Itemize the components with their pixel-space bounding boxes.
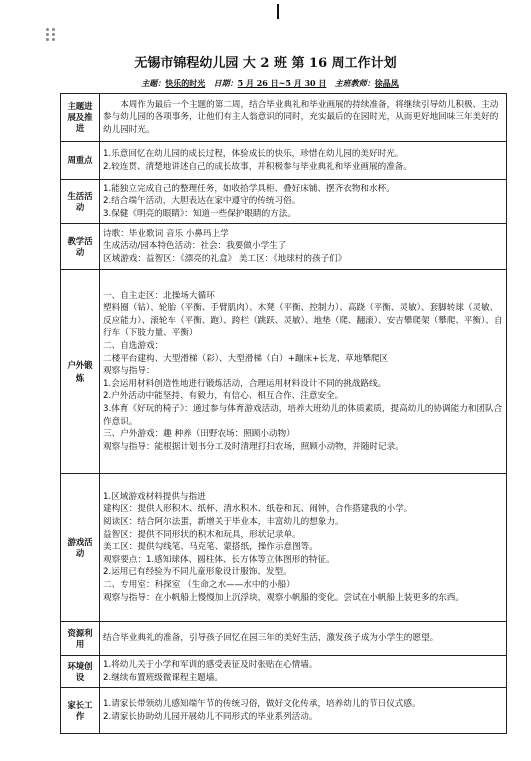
row-label-theme-progress: 主题进展及推进	[61, 94, 100, 142]
teacher-value: 徐晶凤	[374, 78, 399, 88]
content-line: 本周作为最后一个主题的第二周，结合毕业典礼和毕业画展的持续准备，将继续引导幼儿积极、主动参与幼儿园的各项事务，让他们有主人翁意识的同时，充实最后的在园时光，从而更好地回味三年美好的幼儿园时光。	[103, 99, 499, 135]
table-row	[61, 142, 507, 180]
row-content-teaching[interactable]	[100, 224, 507, 270]
table-row	[61, 622, 507, 656]
table-row	[61, 224, 507, 270]
row-label-teaching: 教学活动	[61, 224, 100, 270]
table-row	[61, 270, 507, 474]
weekly-plan-table	[60, 93, 507, 734]
content-line: 2.继续布置班级微课程主题墙。	[103, 672, 223, 683]
table-row	[61, 180, 507, 224]
content-line: 3.保健《明亮的眼睛》：知道一些保护眼睛的方法。	[103, 208, 296, 219]
content-line: 建构区：提供人形积木、纸杯、清水积木、纸卷和瓦、闹钟，合作搭建我的小学。	[103, 504, 413, 515]
content-line: 益智区：提供不同形状的积木和玩具，形状记录单。	[103, 529, 301, 540]
row-content-environment[interactable]	[100, 656, 507, 688]
text-cursor	[277, 4, 279, 19]
content-line: 1.请家长带领幼儿感知端午节的传统习俗，做好文化传承，培养幼儿的节日仪式感。	[103, 698, 421, 709]
row-content-parents[interactable]	[100, 688, 507, 734]
content-line: 1.将幼儿关于小学和军训的感受表征及时张贴在心情墙。	[103, 659, 318, 670]
row-content-games[interactable]	[100, 474, 507, 622]
content-line: 生成活动/园本特色活动：社会：我要做小学生了	[103, 241, 287, 252]
content-line: 2.较连贯、清楚地讲述自己的成长故事，并积极参与毕业典礼和毕业画展的准备。	[103, 161, 412, 172]
row-content-theme-progress[interactable]	[100, 94, 507, 142]
table-row	[61, 474, 507, 622]
content-line: 观察与指导：能根据计划书分工及时清理打扫农场，照顾小动物，并随时记录。	[103, 441, 404, 452]
table-row	[61, 656, 507, 688]
plan-meta	[60, 78, 480, 89]
content-line: 2.户外活动中能坚持、有毅力，有信心、相互合作、注意安全。	[103, 391, 344, 402]
theme-value: 快乐的时光	[165, 78, 206, 88]
row-label-environment: 环境创设	[61, 656, 100, 688]
content-line: 二、自选游戏：	[103, 341, 164, 352]
row-content-daily-life[interactable]	[100, 180, 507, 224]
drag-handle-icon[interactable]	[46, 28, 56, 42]
teacher-label: 主班教师：	[334, 78, 375, 88]
content-line: 1.会运用材料创造性地进行锻炼活动，合理运用材料设计不同的挑战路线。	[103, 378, 387, 389]
content-line: 3.体育《好玩的椅子》：通过参与体育游戏活动，培养大班幼儿的体质素质，提高幼儿的协调能力和团队合作意识。	[103, 403, 503, 427]
row-content-weekly-focus[interactable]	[100, 142, 507, 180]
table-row	[61, 688, 507, 734]
date-value: 5 月 26 日~5 月 30 日	[237, 78, 327, 88]
content-line: 1.能独立完成自己的整理任务，如收拾学具柜、叠好床铺、摆齐衣物和水杯。	[103, 183, 395, 194]
row-label-parents: 家长工作	[61, 688, 100, 734]
content-line: 2.结合端午活动，大胆表达在家中遵守的传统习俗。	[103, 196, 301, 207]
content-line: 观察与指导：在小帆船上慢慢加上沉浮块，观察小帆船的变化。尝试在小帆船上装更多的东西。	[103, 592, 464, 603]
content-line: 1.区域游戏材料提供与指进	[103, 491, 206, 502]
page-title: 无锡市锦程幼儿园 大 2 班 第 16 周工作计划	[134, 56, 397, 71]
date-label: 日期：	[213, 78, 238, 88]
row-label-daily-life: 生活活动	[61, 180, 100, 224]
table-row	[61, 94, 507, 142]
content-line: 塑料圈（钻）、轮胎（平衡、手臂肌肉）、木凳（平衡、控制力）、高跷（平衡、灵敏）、套脚转球（灵敏、反应能力）、滚轮车（平衡、跑）、跨栏（跳跃、灵敏）、地垫（爬、翻滚）、安吉攀爬架（攀爬、平衡）、自行车（下肢力量、平衡）	[103, 303, 503, 339]
content-line: 二、专用室：科探室 （生命之水——水中的小船）	[103, 579, 295, 590]
theme-label: 主题：	[141, 78, 166, 88]
row-label-resources: 资源利用	[61, 622, 100, 656]
content-line: 结合毕业典礼的准备，引导孩子回忆在园三年的美好生活，激发孩子成为小学生的愿望。	[103, 633, 439, 644]
content-line: 1.乐意回忆在幼儿园的成长过程，体验成长的快乐，珍惜在幼儿园的美好时光。	[103, 148, 404, 159]
content-line: 观察与指导：	[103, 366, 155, 377]
content-line: 美工区：提供勾线笔、马克笔、蒙搭纸，操作示意图等。	[103, 542, 318, 553]
content-line: 二楼平台建构、大型滑梯（彩）、大型滑梯（白）+蹦床+长龙、草地攀爬区	[103, 353, 389, 364]
row-content-outdoor[interactable]	[100, 270, 507, 474]
content-line: 诗歌：毕业歌词 音乐 小鼻玛上学	[103, 228, 229, 239]
row-content-resources[interactable]	[100, 622, 507, 656]
content-line: 2.请家长协助幼儿园开展幼儿不同形式的毕业系列活动。	[103, 711, 318, 722]
content-line: 阅读区：结合阿尔法蛋，新增关于毕业本，丰富幼儿的想象力。	[103, 517, 344, 528]
content-line: 一、自主走区：北操场大循环	[103, 290, 215, 301]
content-line: 区域游戏：益智区：《漂亮的礼盒》 美工区：《地球村的孩子们》	[103, 253, 347, 264]
content-line: 三、户外游戏：趣 种养（田野农场：照顾小动物）	[103, 429, 295, 440]
row-label-outdoor: 户外锻炼	[61, 270, 100, 474]
content-line: 2.运用已有经验为不同儿童形象设计服饰、发型。	[103, 567, 292, 578]
row-label-weekly-focus: 周重点	[61, 142, 100, 180]
row-label-games: 游戏活动	[61, 474, 100, 622]
content-line: 观察要点：1.感知球体、圆柱体、长方体等立体图形的特征。	[103, 554, 335, 565]
